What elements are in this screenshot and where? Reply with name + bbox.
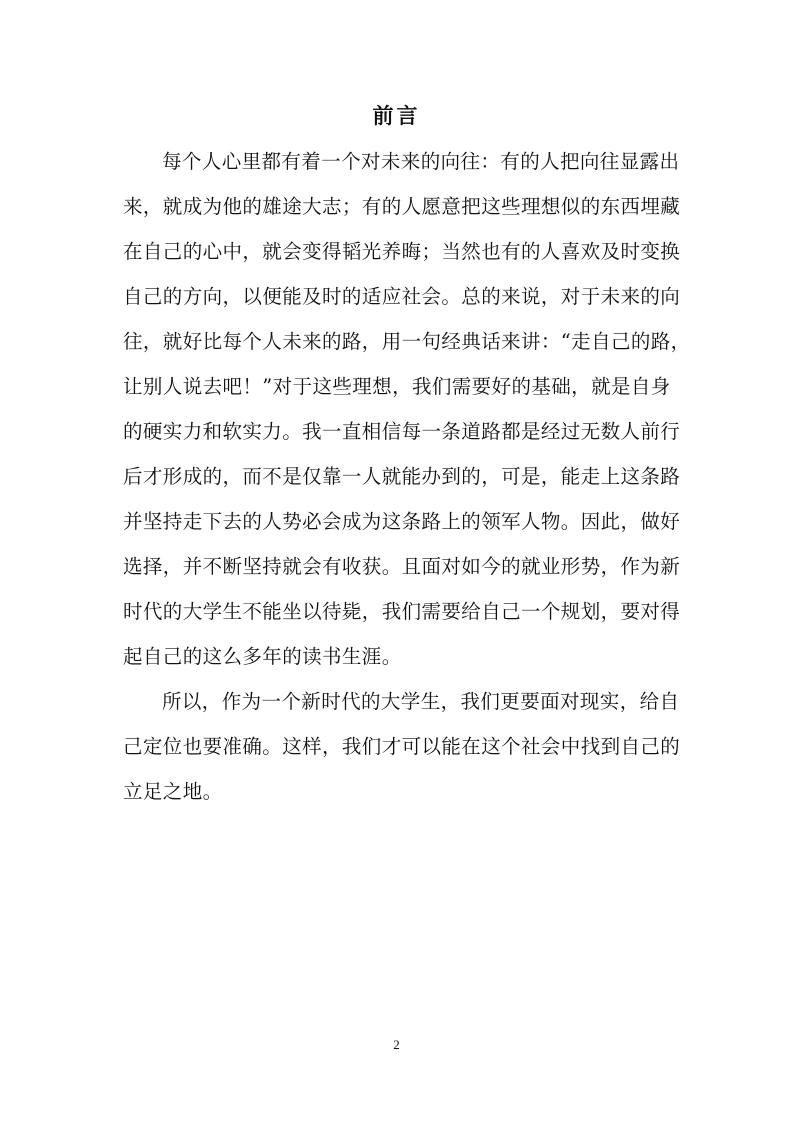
paragraph-line: 立足之地。 bbox=[123, 780, 223, 803]
paragraph-line: 自己的方向，以便能及时的适应社会。总的来说，对于未来的向 bbox=[123, 285, 681, 308]
paragraph-line: 往，就好比每个人未来的路，用一句经典话来讲：“走自己的路， bbox=[123, 330, 691, 353]
paragraph-line: 来，就成为他的雄途大志；有的人愿意把这些理想似的东西埋藏 bbox=[123, 195, 681, 218]
paragraph-line: 每个人心里都有着一个对未来的向往：有的人把向往显露出 bbox=[162, 150, 680, 173]
paragraph-line: 起自己的这么多年的读书生涯。 bbox=[123, 645, 402, 668]
paragraph-line: 己定位也要准确。这样，我们才可以能在这个社会中找到自己的 bbox=[123, 735, 681, 758]
page-number: 2 bbox=[393, 1037, 400, 1052]
paragraph-line: 后才形成的，而不是仅靠一人就能办到的，可是，能走上这条路 bbox=[123, 465, 681, 488]
paragraph-line: 时代的大学生不能坐以待毙，我们需要给自己一个规划，要对得 bbox=[123, 600, 681, 623]
paragraph-line: 选择，并不断坚持就会有收获。且面对如今的就业形势，作为新 bbox=[123, 555, 681, 578]
paragraph-line: 并坚持走下去的人势必会成为这条路上的领军人物。因此，做好 bbox=[123, 510, 681, 533]
paragraph-line: 所以，作为一个新时代的大学生，我们更要面对现实，给自 bbox=[162, 690, 680, 713]
paragraph-line: 在自己的心中，就会变得韬光养晦；当然也有的人喜欢及时变换 bbox=[123, 240, 681, 263]
paragraph-line: 的硬实力和软实力。我一直相信每一条道路都是经过无数人前行 bbox=[123, 420, 681, 443]
page-title: 前言 bbox=[372, 103, 421, 128]
paragraph-line: 让别人说去吧！”对于这些理想，我们需要好的基础，就是自身 bbox=[123, 375, 671, 398]
